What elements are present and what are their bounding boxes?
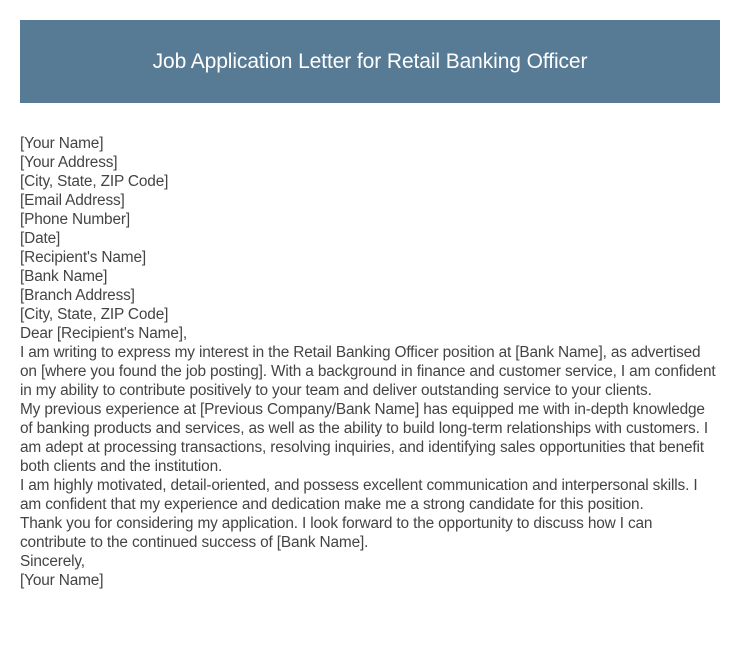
letter-date: [Date] (20, 230, 61, 247)
paragraph-experience: My previous experience at [Previous Company/Bank Name] has equipped me with in-depth knowledge of banking products and services, as well as the ability to build long-term relationships with customers. I am adept at processing transactions, resolving inquiries, and identifying sales opportunities that benefit both clients and the institution. (20, 401, 708, 475)
recipient-bank: [Bank Name] (20, 268, 108, 285)
recipient-name: [Recipient's Name] (20, 249, 146, 266)
signature: [Your Name] (20, 572, 104, 589)
paragraph-qualities: I am highly motivated, detail-oriented, and possess excellent communication and interpersonal skills. I am confident that my experience and dedication make me a strong candidate for this position. (20, 477, 698, 513)
recipient-branch-address: [Branch Address] (20, 287, 135, 304)
sender-email: [Email Address] (20, 192, 125, 209)
sender-phone: [Phone Number] (20, 211, 130, 228)
page-title: Job Application Letter for Retail Banking Officer (152, 49, 588, 73)
paragraph-intro: I am writing to express my interest in the Retail Banking Officer position at [Bank Name], as advertised on [where you found the job posting]. With a background in finance and customer service, I am confident in my ability to contribute positively to your team and deliver outstanding service to your clients. (20, 344, 716, 399)
sender-city-state-zip: [City, State, ZIP Code] (20, 173, 169, 190)
paragraph-closing: Thank you for considering my application. I look forward to the opportunity to discuss how I can contribute to the continued success of [Bank Name]. (20, 515, 653, 551)
sender-address: [Your Address] (20, 154, 118, 171)
letter-body (20, 134, 720, 590)
salutation: Dear [Recipient's Name], (20, 325, 187, 342)
closing: Sincerely, (20, 553, 85, 570)
sender-name: [Your Name] (20, 135, 104, 152)
recipient-city-state-zip: [City, State, ZIP Code] (20, 306, 169, 323)
page-header (20, 20, 720, 103)
